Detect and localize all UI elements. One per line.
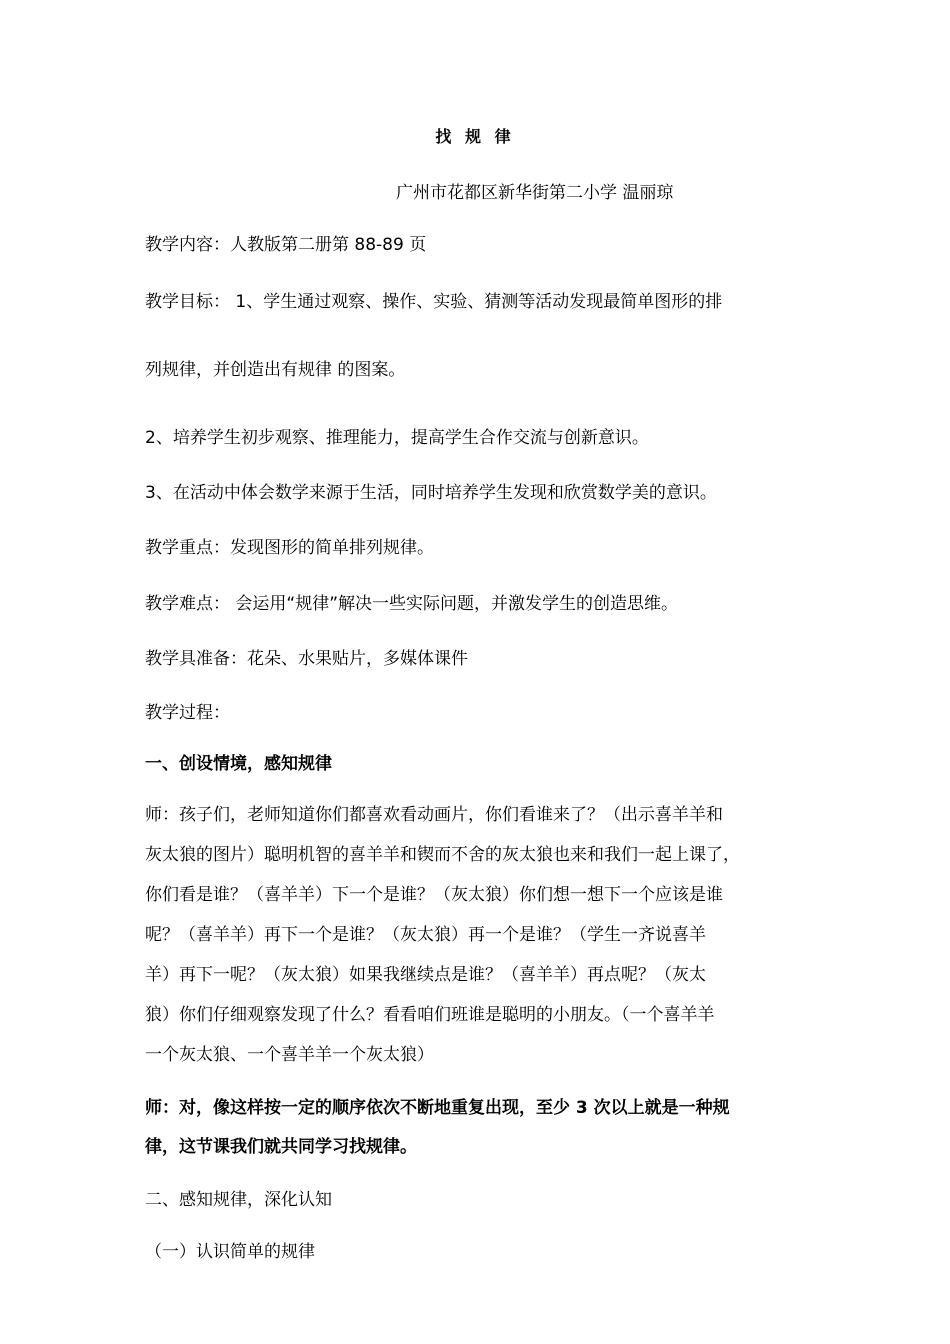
document-title: 找 规 律 xyxy=(435,127,515,146)
materials: 教学具准备：花朵、水果贴片，多媒体课件 xyxy=(145,649,468,669)
paragraph-line: 一个灰太狼、一个喜羊羊一个灰太狼） xyxy=(145,1045,434,1065)
difficulty: 教学难点： 会运用“规律”解决一些实际问题，并激发学生的创造思维。 xyxy=(145,594,679,614)
teaching-goal-2: 2、培养学生初步观察、推理能力，提高学生合作交流与创新意识。 xyxy=(145,428,649,448)
teaching-content: 教学内容：人教版第二册第 88-89 页 xyxy=(145,235,427,255)
teaching-goal-1a: 教学目标： 1、学生通过观察、操作、实验、猜测等活动发现最简单图形的排 xyxy=(145,292,723,312)
section-2-heading: 二、感知规律，深化认知 xyxy=(145,1190,332,1210)
bold-paragraph-line: 师：对，像这样按一定的顺序依次不断地重复出现，至少 3 次以上就是一种规 xyxy=(145,1098,730,1118)
process-heading: 教学过程： xyxy=(145,703,230,723)
paragraph-line: 你们看是谁？（喜羊羊）下一个是谁？（灰太狼）你们想一想下一个应该是谁 xyxy=(145,885,723,905)
paragraph-line: 狼）你们仔细观察发现了什么？看看咱们班谁是聪明的小朋友。（一个喜羊羊 xyxy=(145,1005,715,1025)
teaching-goal-3: 3、在活动中体会数学来源于生活，同时培养学生发现和欣赏数学美的意识。 xyxy=(145,483,717,503)
subsection-1-heading: （一）认识简单的规律 xyxy=(145,1242,315,1262)
author-line: 广州市花都区新华街第二小学 温丽琼 xyxy=(396,183,674,203)
paragraph-line: 灰太狼的图片）聪明机智的喜羊羊和锲而不舍的灰太狼也来和我们一起上课了， xyxy=(145,845,740,865)
paragraph-line: 师：孩子们，老师知道你们都喜欢看动画片，你们看谁来了？（出示喜羊羊和 xyxy=(145,805,723,825)
section-1-heading: 一、创设情境，感知规律 xyxy=(145,754,332,774)
paragraph-line: 羊）再下一呢？（灰太狼）如果我继续点是谁？（喜羊羊）再点呢？（灰太 xyxy=(145,965,706,985)
teaching-goal-1b: 列规律，并创造出有规律 的图案。 xyxy=(145,360,406,380)
key-point: 教学重点：发现图形的简单排列规律。 xyxy=(145,538,434,558)
bold-paragraph-line: 律，这节课我们就共同学习找规律。 xyxy=(145,1137,417,1157)
paragraph-line: 呢？（喜羊羊）再下一个是谁？（灰太狼）再一个是谁？（学生一齐说喜羊 xyxy=(145,925,706,945)
